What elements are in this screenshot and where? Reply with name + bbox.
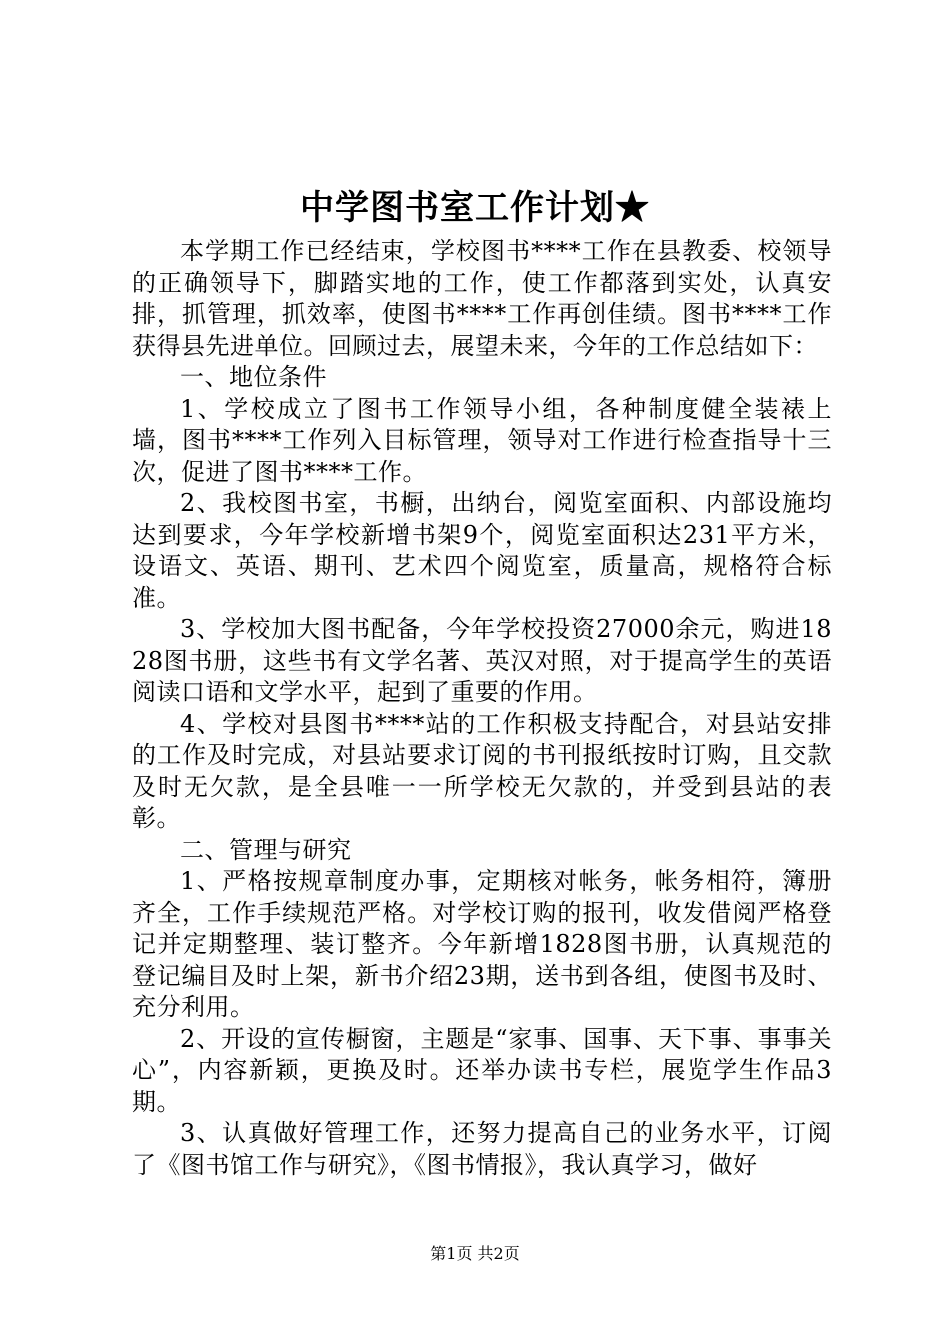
paragraph-conditions-3: 3、学校加大图书配备，今年学校投资27000余元，购进1828图书册，这些书有文学名著、英汉对照，对于提高学生的英语阅读口语和文学水平，起到了重要的作用。 xyxy=(132,615,832,706)
paragraph-management-1: 1、严格按规章制度办事，定期核对帐务，帐务相符，簿册齐全，工作手续规范严格。对学校订购的报刊，收发借阅严格登记并定期整理、装订整齐。今年新增1828图书册，认真规范的登记编目及时上架，新书介绍23期，送书到各组，使图书及时、充分利用。 xyxy=(132,867,832,1021)
section-heading-management: 二、管理与研究 xyxy=(180,835,352,864)
document-title: 中学图书室工作计划★ xyxy=(300,188,650,228)
paragraph-conditions-1: 1、学校成立了图书工作领导小组，各种制度健全装裱上墙，图书****工作列入目标管理，领导对工作进行检查指导十三次，促进了图书****工作。 xyxy=(132,394,832,486)
paragraph-conditions-4: 4、学校对县图书****站的工作积极支持配合，对县站安排的工作及时完成，对县站要求订阅的书刊报纸按时订购，且交款及时无欠款，是全县唯一一所学校无欠款的，并受到县站的表彰。 xyxy=(132,709,832,832)
document-body xyxy=(132,236,832,1181)
page-number-footer: 第1页 共2页 xyxy=(430,1244,520,1263)
paragraph-conditions-2: 2、我校图书室，书橱，出纳台，阅览室面积、内部设施均达到要求，今年学校新增书架9个，阅览室面积达231平方米，设语文、英语、期刊、艺术四个阅览室，质量高，规格符合标准。 xyxy=(132,489,832,612)
intro-paragraph: 本学期工作已经结束，学校图书****工作在县教委、校领导的正确领导下，脚踏实地的工作，使工作都落到实处，认真安排，抓管理，抓效率，使图书****工作再创佳绩。图书****工作获得县先进单位。回顾过去，展望未来，今年的工作总结如下： xyxy=(132,237,832,360)
section-heading-conditions: 一、地位条件 xyxy=(180,363,327,391)
paragraph-management-3: 3、认真做好管理工作，还努力提高自己的业务水平，订阅了《图书馆工作与研究》，《图书情报》，我认真学习，做好 xyxy=(132,1119,832,1179)
paragraph-management-2: 2、开设的宣传橱窗，主题是“家事、国事、天下事、事事关心”，内容新颖，更换及时。还举办读书专栏，展览学生作品3期。 xyxy=(132,1024,832,1116)
